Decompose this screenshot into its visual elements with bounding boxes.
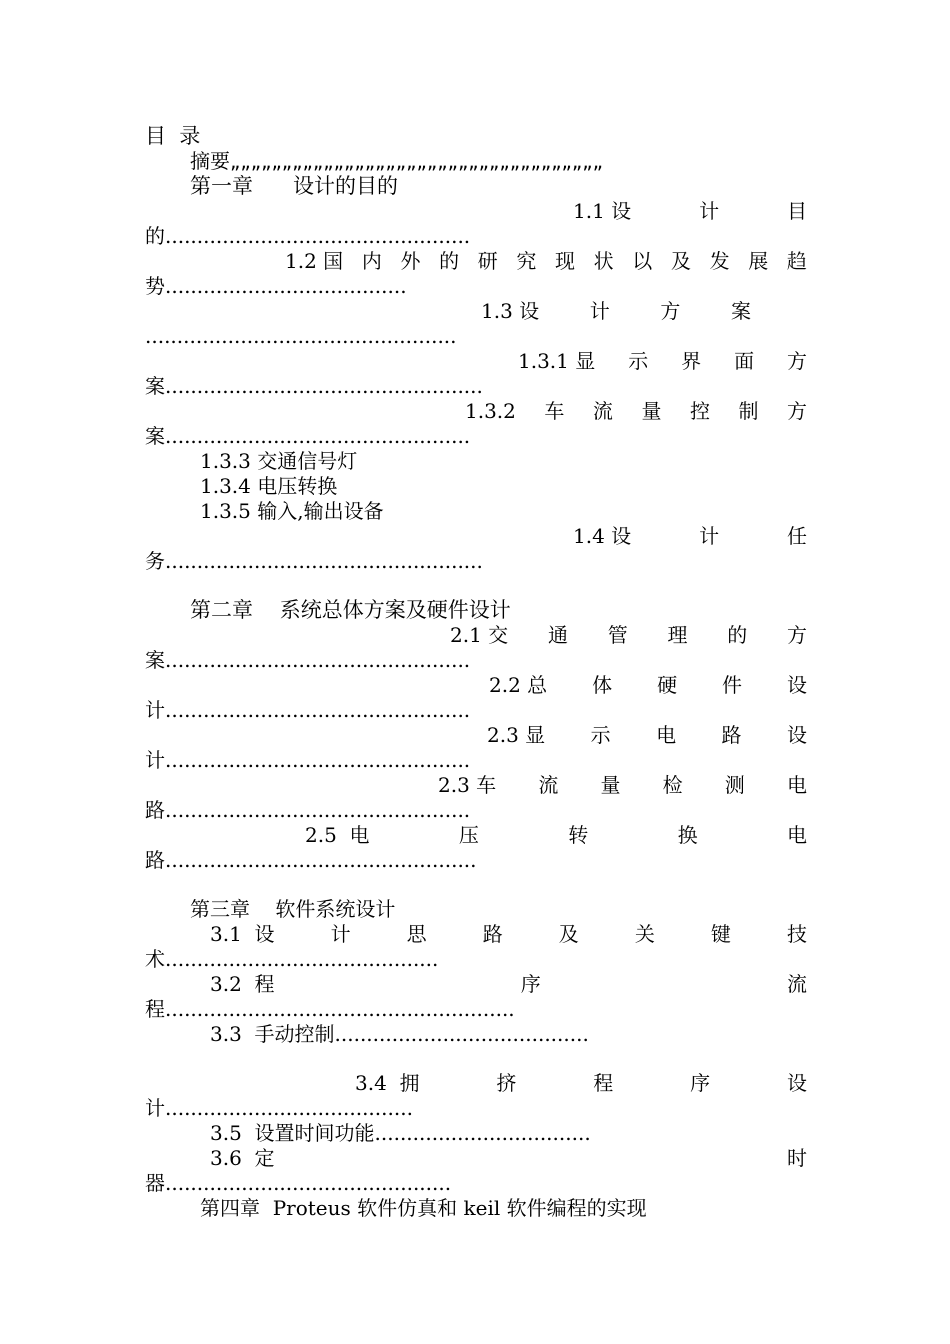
- toc-entry-part: 车: [544, 399, 565, 423]
- toc-entry-2-1-leader: 案................................................: [145, 648, 471, 672]
- toc-entry-part: 关: [634, 922, 655, 946]
- toc-entry-1-1: [573, 199, 807, 224]
- toc-abstract: 摘要„„„„„„„„„„„„„„„„„„„„„„„„„„„„„„„„„„„„: [190, 149, 604, 173]
- toc-entry-part: 2.3 显: [487, 723, 546, 747]
- toc-entry-part: 研: [477, 249, 498, 273]
- toc-entry-part: 发: [709, 249, 730, 273]
- toc-entry-part: 检: [662, 773, 683, 797]
- toc-entry-part: 设: [786, 723, 807, 747]
- toc-entry-2-3-leader: 计................................................: [145, 748, 471, 772]
- toc-entry-part: 件: [722, 673, 743, 697]
- toc-title: 目 录: [145, 124, 201, 148]
- toc-entry-part: 3.6 定: [210, 1146, 275, 1170]
- toc-entry-part: 1.3.2: [465, 399, 516, 423]
- toc-entry-part: 2.1 交: [450, 623, 509, 647]
- toc-entry-part: 任: [786, 524, 807, 548]
- toc-entry-part: 量: [600, 773, 621, 797]
- toc-entry-3-4: [355, 1071, 807, 1096]
- toc-entry-1-2-leader: 势......................................: [145, 274, 407, 298]
- toc-entry-part: 究: [516, 249, 537, 273]
- toc-entry-part: 量: [641, 399, 662, 423]
- toc-entry-part: 及: [558, 922, 579, 946]
- toc-entry-part: 方: [787, 349, 807, 373]
- chapter-2-heading: 第二章 系统总体方案及硬件设计: [190, 598, 511, 622]
- toc-entry-part: 路: [721, 723, 742, 747]
- toc-entry-1-3-2: [465, 399, 807, 424]
- toc-entry-part: 流: [538, 773, 559, 797]
- toc-entry-part: 设: [786, 673, 807, 697]
- toc-entry-part: 技: [786, 922, 807, 946]
- toc-entry-part: 流: [592, 399, 613, 423]
- toc-entry-part: 电: [786, 823, 807, 847]
- toc-entry-part: 方: [786, 399, 807, 423]
- toc-entry-2-5-leader: 路.................................................: [145, 848, 477, 872]
- toc-entry-3-3: 3.3 手动控制........................................: [210, 1022, 589, 1046]
- toc-entry-part: 目: [786, 199, 807, 223]
- toc-entry-2-2-leader: 计................................................: [145, 698, 471, 722]
- toc-entry-part: 流: [787, 972, 807, 996]
- toc-entry-2-5: [305, 823, 807, 848]
- toc-entry-3-6-leader: 器.............................................: [145, 1171, 452, 1195]
- toc-entry-part: 电: [656, 723, 677, 747]
- toc-entry-part: 1.3 设: [481, 299, 540, 323]
- toc-entry-part: 思: [406, 922, 427, 946]
- toc-entry-1-3-5: 1.3.5 输入,输出设备: [200, 499, 384, 523]
- toc-entry-3-2-leader: 程.......................................................: [145, 997, 515, 1021]
- toc-entry-part: 设: [786, 1071, 807, 1095]
- toc-entry-part: 以: [632, 249, 653, 273]
- toc-entry-part: 方: [660, 299, 681, 323]
- toc-entry-part: 路: [482, 922, 503, 946]
- toc-entry-1-3-1: [518, 349, 807, 374]
- toc-entry-part: 序: [520, 972, 541, 996]
- toc-entry-3-1-leader: 术...........................................: [145, 947, 439, 971]
- chapter-4-heading: 第四章 Proteus 软件仿真和 keil 软件编程的实现: [200, 1196, 647, 1220]
- toc-entry-3-1: [210, 922, 807, 947]
- toc-entry-part: 控: [689, 399, 710, 423]
- toc-entry-part: 转: [568, 823, 589, 847]
- toc-entry-1-1-leader: 的................................................: [145, 224, 471, 248]
- toc-entry-2-2: [489, 673, 807, 698]
- toc-entry-part: 面: [734, 349, 755, 373]
- toc-entry-1-4-leader: 务..................................................: [145, 549, 483, 573]
- toc-entry-1-3-3: 1.3.3 交通信号灯: [200, 449, 358, 473]
- toc-entry-part: 时: [787, 1146, 807, 1170]
- toc-entry-1-3: [481, 299, 751, 324]
- toc-entry-part: 示: [628, 349, 649, 373]
- toc-entry-3-4-leader: 计.......................................: [145, 1096, 413, 1120]
- toc-entry-part: 现: [555, 249, 576, 273]
- toc-entry-part: 硬: [657, 673, 678, 697]
- toc-entry-3-5: 3.5 设置时间功能..................................: [210, 1121, 591, 1145]
- toc-entry-part: 理: [667, 623, 688, 647]
- toc-entry-part: 程: [593, 1071, 614, 1095]
- toc-entry-1-2: [285, 249, 807, 274]
- toc-entry-part: 的: [439, 249, 460, 273]
- toc-entry-part: 挤: [496, 1071, 517, 1095]
- toc-entry-part: 界: [681, 349, 702, 373]
- toc-entry-part: 计: [330, 922, 351, 946]
- toc-entry-part: 1.3.1 显: [518, 349, 596, 373]
- toc-entry-part: 1.4 设: [573, 524, 632, 548]
- toc-entry-part: 示: [590, 723, 611, 747]
- toc-entry-2-1: [450, 623, 807, 648]
- toc-entry-part: 体: [592, 673, 613, 697]
- toc-entry-1-3-4: 1.3.4 电压转换: [200, 474, 338, 498]
- toc-entry-part: 管: [607, 623, 628, 647]
- toc-entry-part: 1.2 国: [285, 249, 344, 273]
- toc-entry-part: 电: [786, 773, 807, 797]
- toc-entry-part: 展: [748, 249, 769, 273]
- toc-entry-part: 2.2 总: [489, 673, 548, 697]
- toc-entry-1-3-leader: .................................................: [145, 324, 457, 348]
- toc-entry-part: 趋: [786, 249, 807, 273]
- toc-entry-part: 3.4 拥: [355, 1071, 420, 1095]
- chapter-3-heading: 第三章 软件系统设计: [190, 897, 396, 921]
- toc-entry-part: 状: [593, 249, 614, 273]
- toc-entry-part: 压: [458, 823, 479, 847]
- toc-entry-part: 计: [699, 524, 720, 548]
- toc-entry-part: 测: [724, 773, 745, 797]
- toc-entry-3-2: [210, 972, 807, 997]
- chapter-1-heading: 第一章 设计的目的: [190, 174, 399, 198]
- toc-entry-1-3-2-leader: 案................................................: [145, 424, 471, 448]
- toc-entry-2-4: [438, 773, 807, 798]
- toc-entry-part: 案: [731, 299, 751, 323]
- toc-entry-part: 换: [677, 823, 698, 847]
- toc-entry-part: 计: [699, 199, 720, 223]
- toc-entry-part: 及: [670, 249, 691, 273]
- toc-entry-part: 1.1 设: [573, 199, 632, 223]
- toc-entry-part: 通: [547, 623, 568, 647]
- toc-entry-2-3: [487, 723, 807, 748]
- toc-entry-part: 2.5 电: [305, 823, 370, 847]
- toc-entry-part: 制: [738, 399, 759, 423]
- toc-entry-3-6: [210, 1146, 807, 1171]
- toc-entry-part: 内: [361, 249, 382, 273]
- toc-entry-part: 外: [400, 249, 421, 273]
- toc-entry-part: 2.3 车: [438, 773, 497, 797]
- toc-entry-part: 键: [710, 922, 731, 946]
- toc-entry-1-3-1-leader: 案..................................................: [145, 374, 483, 398]
- toc-entry-part: 方: [787, 623, 807, 647]
- toc-entry-part: 3.1 设: [210, 922, 275, 946]
- toc-entry-part: 3.2 程: [210, 972, 275, 996]
- toc-entry-part: 计: [589, 299, 610, 323]
- toc-entry-1-4: [573, 524, 807, 549]
- toc-entry-part: 的: [727, 623, 748, 647]
- toc-entry-2-4-leader: 路................................................: [145, 798, 471, 822]
- toc-entry-part: 序: [690, 1071, 711, 1095]
